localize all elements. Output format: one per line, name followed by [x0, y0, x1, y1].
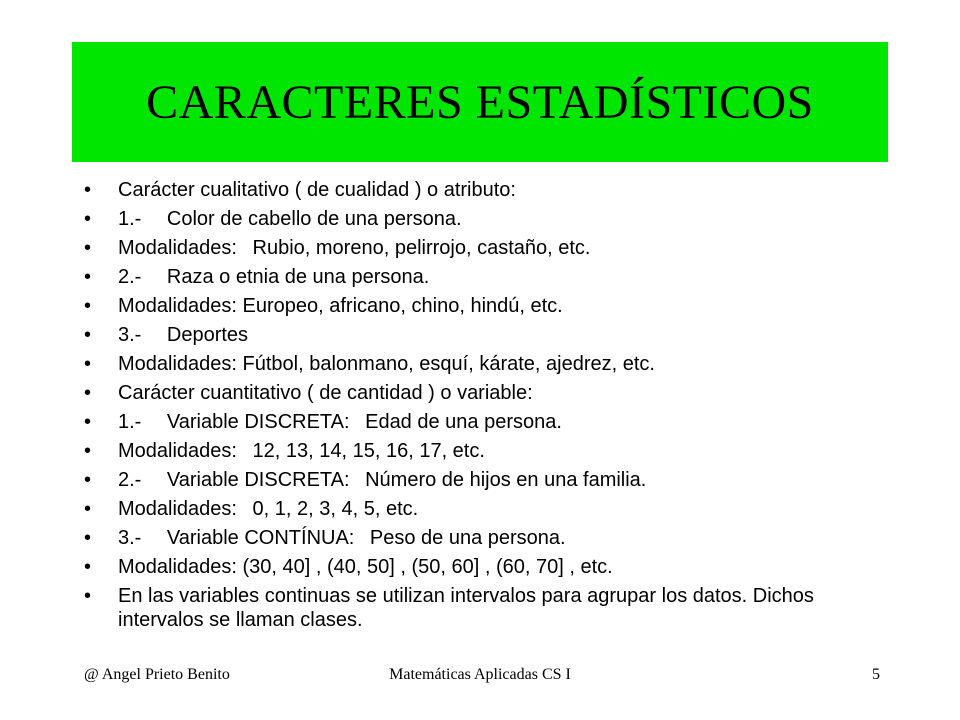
- bullet-dot-icon: •: [84, 382, 92, 404]
- footer-author: @ Angel Prieto Benito: [84, 666, 230, 683]
- bullet-text: Modalidades: 12, 13, 14, 15, 16, 17, etc.: [118, 440, 485, 462]
- bullet-item: [84, 439, 884, 463]
- bullet-list: [84, 178, 884, 637]
- bullet-item: [84, 294, 884, 318]
- bullet-text: Modalidades: (30, 40] , (40, 50] , (50, 60] , (60, 70] , etc.: [118, 556, 613, 578]
- bullet-text: Modalidades: Europeo, africano, chino, hindú, etc.: [118, 295, 563, 317]
- bullet-item: [84, 323, 884, 347]
- bullet-item: [84, 526, 884, 550]
- bullet-text: 3.- Deportes: [118, 324, 249, 346]
- bullet-dot-icon: •: [84, 179, 92, 201]
- bullet-item: [84, 468, 884, 492]
- bullet-text: 1.- Color de cabello de una persona.: [118, 208, 462, 230]
- bullet-text: Modalidades: 0, 1, 2, 3, 4, 5, etc.: [118, 498, 419, 520]
- bullet-text: En las variables continuas se utilizan intervalos para agrupar los datos. Dichos intervalos se llaman clases.: [118, 585, 814, 631]
- bullet-dot-icon: •: [84, 498, 92, 520]
- bullet-dot-icon: •: [84, 266, 92, 288]
- bullet-dot-icon: •: [84, 556, 92, 578]
- bullet-item: [84, 236, 884, 260]
- bullet-item: [84, 207, 884, 231]
- title-banner: [72, 42, 888, 162]
- bullet-dot-icon: •: [84, 353, 92, 375]
- bullet-dot-icon: •: [84, 440, 92, 462]
- bullet-dot-icon: •: [84, 237, 92, 259]
- bullet-dot-icon: •: [84, 208, 92, 230]
- bullet-dot-icon: •: [84, 469, 92, 491]
- bullet-item: [84, 178, 884, 202]
- bullet-text: 2.- Raza o etnia de una persona.: [118, 266, 430, 288]
- bullet-dot-icon: •: [84, 411, 92, 433]
- bullet-item: [84, 584, 884, 632]
- bullet-text: Modalidades: Fútbol, balonmano, esquí, kárate, ajedrez, etc.: [118, 353, 655, 375]
- bullet-dot-icon: •: [84, 585, 92, 607]
- bullet-item: [84, 497, 884, 521]
- bullet-text: Carácter cualitativo ( de cualidad ) o atributo:: [118, 179, 516, 201]
- footer-course: Matemáticas Aplicadas CS I: [389, 666, 571, 683]
- bullet-item: [84, 265, 884, 289]
- bullet-item: [84, 410, 884, 434]
- bullet-item: [84, 352, 884, 376]
- page-number: 5: [872, 666, 880, 683]
- bullet-item: [84, 381, 884, 405]
- bullet-item: [84, 555, 884, 579]
- bullet-text: Carácter cuantitativo ( de cantidad ) o variable:: [118, 382, 533, 404]
- slide-title: CARACTERES ESTADÍSTICOS: [146, 75, 814, 129]
- bullet-dot-icon: •: [84, 295, 92, 317]
- bullet-text: 3.- Variable CONTÍNUA: Peso de una persona.: [118, 527, 566, 549]
- bullet-text: Modalidades: Rubio, moreno, pelirrojo, castaño, etc.: [118, 237, 591, 259]
- bullet-text: 2.- Variable DISCRETA: Número de hijos en una familia.: [118, 469, 647, 491]
- bullet-dot-icon: •: [84, 324, 92, 346]
- bullet-text: 1.- Variable DISCRETA: Edad de una persona.: [118, 411, 562, 433]
- bullet-dot-icon: •: [84, 527, 92, 549]
